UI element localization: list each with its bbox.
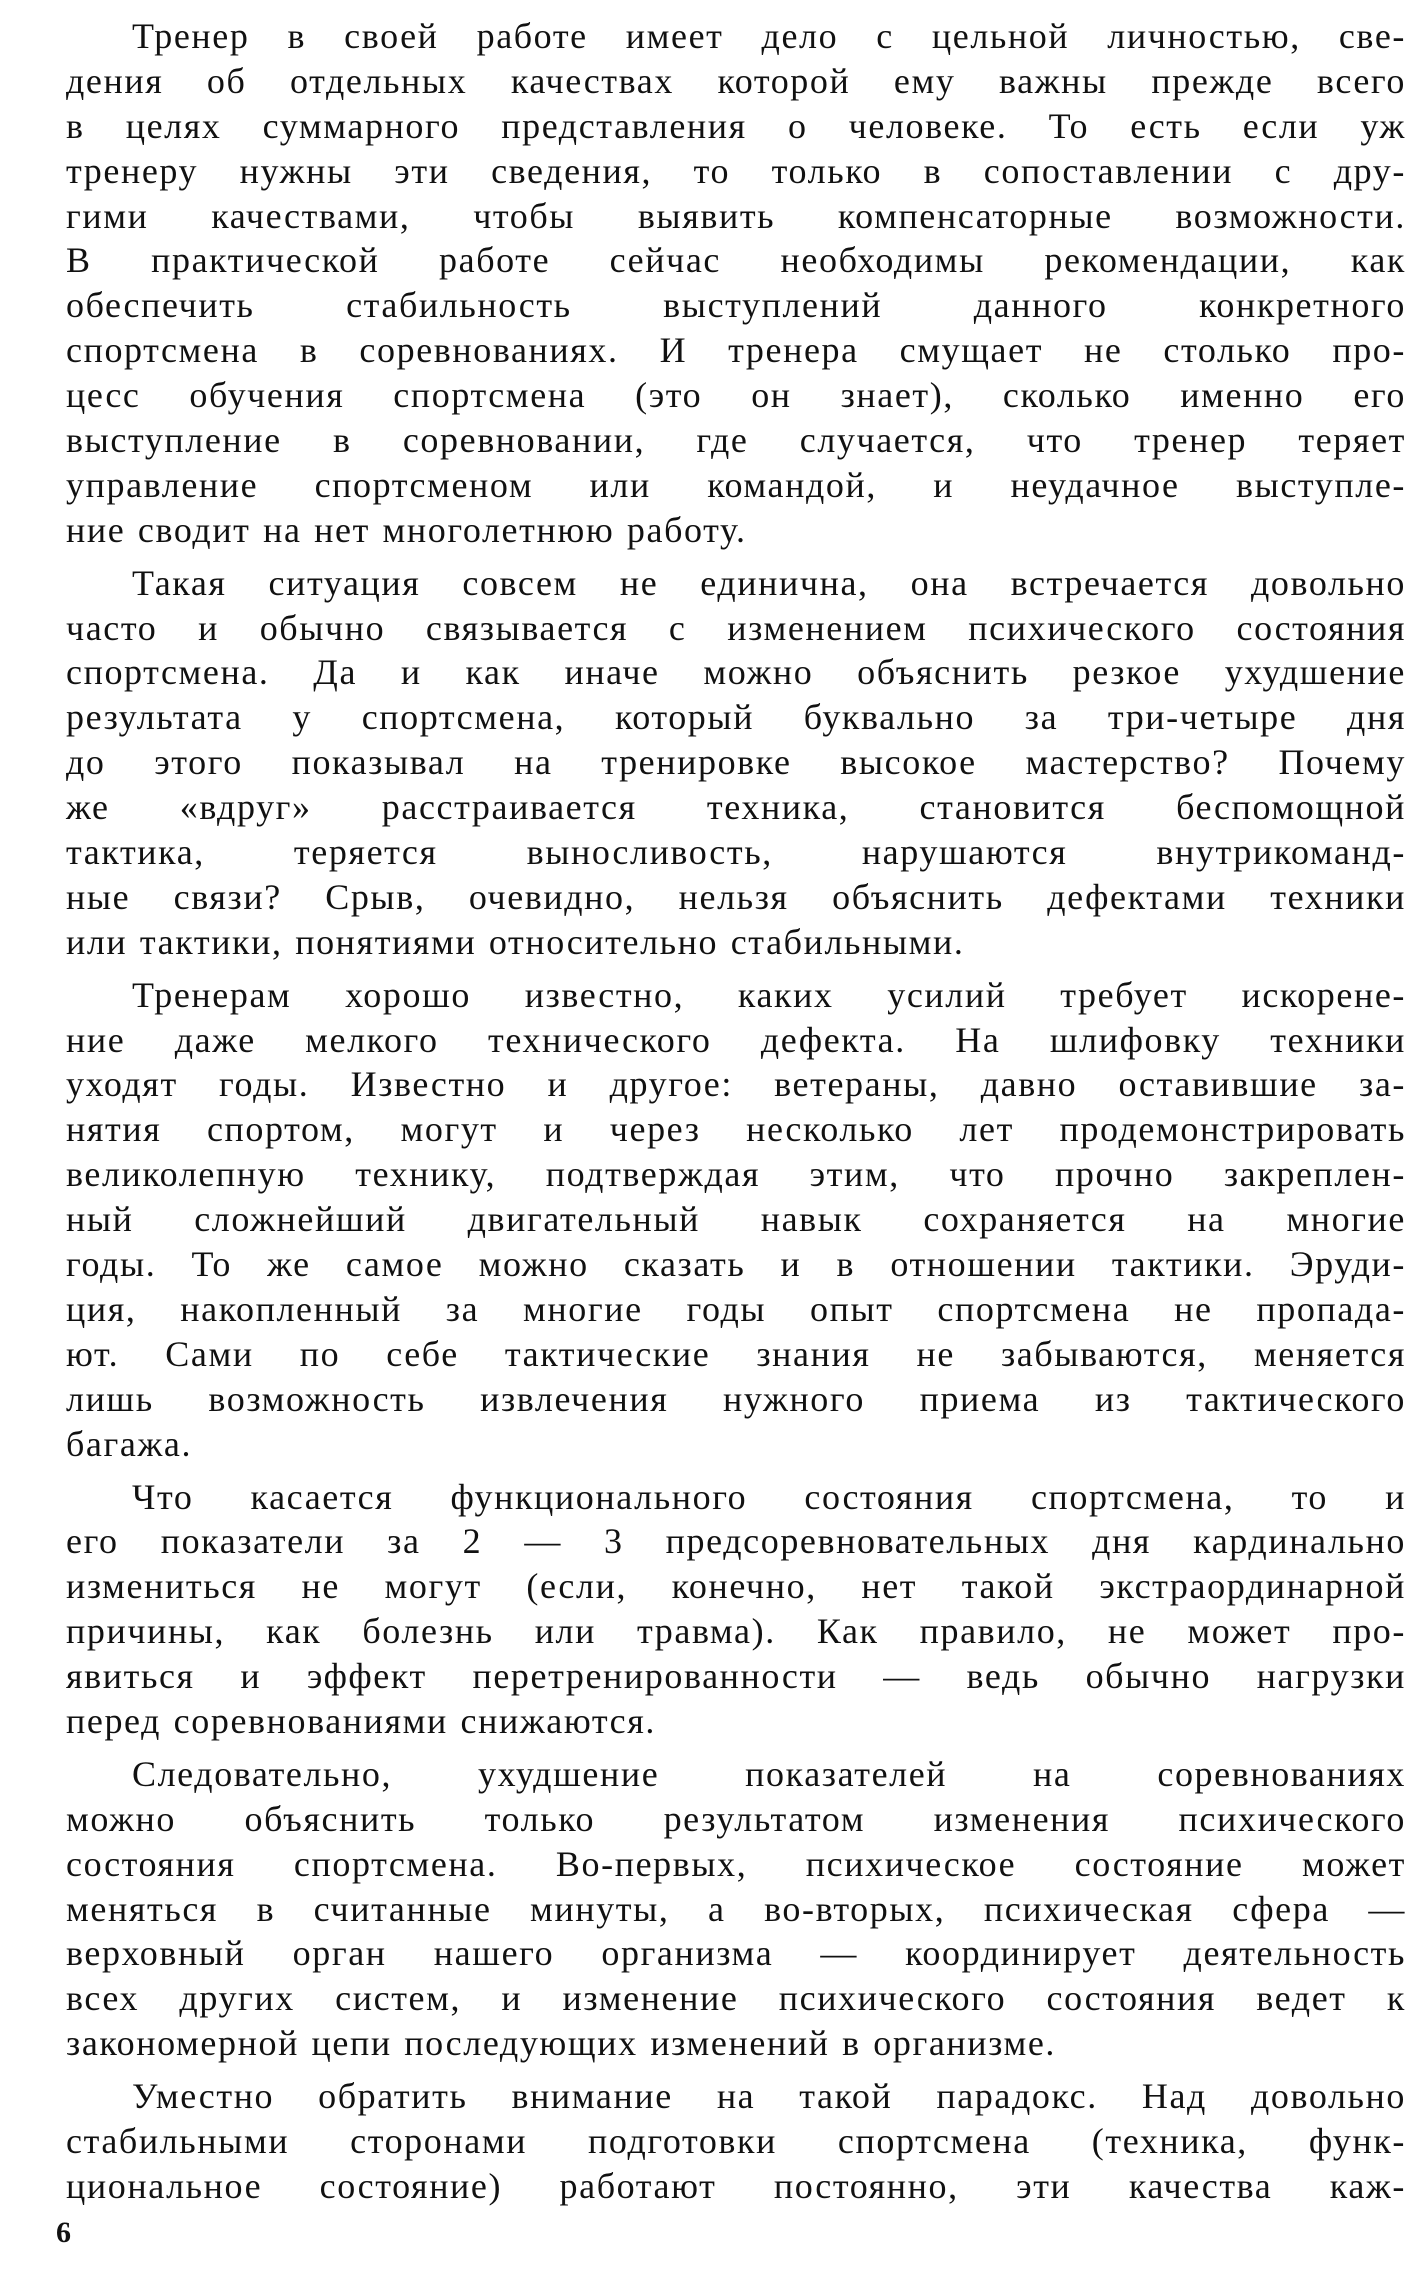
text-line: или тактики, понятиями относительно стабильными. (66, 921, 965, 962)
text-line: Следовательно, ухудшение показателей на соревнованиях (132, 1753, 1406, 1794)
page-body (66, 14, 1406, 2217)
text-line: перед соревнованиями снижаются. (66, 1700, 657, 1741)
text-line: тактика, теряется выносливость, нарушаются внутрикоманд- (66, 832, 1406, 873)
text-line: уходят годы. Известно и другое: ветераны, давно оставившие за- (66, 1064, 1406, 1105)
page-number: 6 (56, 2216, 71, 2249)
text-line: меняться в считанные минуты, а во-вторых, психическая сфера — (66, 1888, 1406, 1929)
text-line: лишь возможность извлечения нужного приема из тактического (66, 1378, 1406, 1419)
text-line: тренеру нужны эти сведения, то только в сопоставлении с дру- (66, 150, 1406, 191)
text-line: же «вдруг» расстраивается техника, становится беспомощной (66, 787, 1406, 828)
text-line: ние сводит на нет многолетнюю работу. (66, 509, 747, 550)
text-line: дения об отдельных качествах которой ему важны прежде всего (66, 60, 1406, 101)
paragraph-4 (66, 1475, 1406, 1744)
text-line: управление спортсменом или командой, и неудачное выступле- (66, 464, 1406, 505)
text-line: его показатели за 2 — 3 предсоревновательных дня кардинально (66, 1521, 1406, 1562)
paragraph-6 (66, 2074, 1406, 2209)
text-line: гими качествами, чтобы выявить компенсаторные возможности. (66, 195, 1406, 236)
text-line: причины, как болезнь или травма). Как правило, не может про- (66, 1611, 1406, 1652)
text-line: обеспечить стабильность выступлений данного конкретного (66, 285, 1406, 326)
text-line: можно объяснить только результатом изменения психического (66, 1798, 1406, 1839)
text-line: ют. Сами по себе тактические знания не забываются, меняется (66, 1333, 1406, 1374)
paragraph-5 (66, 1752, 1406, 2066)
text-line: явиться и эффект перетренированности — ведь обычно нагрузки (66, 1656, 1406, 1697)
text-line: Тренер в своей работе имеет дело с цельной личностью, све- (132, 16, 1406, 56)
text-line: нятия спортом, могут и через несколько лет продемонстрировать (66, 1109, 1406, 1150)
text-line: результата у спортсмена, который буквально за три-четыре дня (66, 697, 1406, 738)
text-line: цесс обучения спортсмена (это он знает), сколько именно его (66, 375, 1406, 416)
text-line: Что касается функционального состояния спортсмена, то и (132, 1476, 1406, 1517)
text-line: ция, накопленный за многие годы опыт спортсмена не пропада- (66, 1288, 1406, 1329)
text-line: циональное состояние) работают постоянно, эти качества каж- (66, 2165, 1406, 2206)
paragraph-1 (66, 14, 1406, 553)
text-line: годы. То же самое можно сказать и в отношении тактики. Эруди- (66, 1244, 1406, 1285)
text-line: до этого показывал на тренировке высокое мастерство? Почему (66, 742, 1406, 783)
text-line: всех других систем, и изменение психического состояния ведет к (66, 1978, 1406, 2019)
text-line: ные связи? Срыв, очевидно, нельзя объяснить дефектами техники (66, 876, 1406, 917)
text-line: багажа. (66, 1423, 193, 1464)
paragraph-3 (66, 973, 1406, 1467)
text-line: измениться не могут (если, конечно, нет такой экстраординарной (66, 1566, 1406, 1607)
text-line: часто и обычно связывается с изменением психического состояния (66, 607, 1406, 648)
text-line: спортсмена. Да и как иначе можно объяснить резкое ухудшение (66, 652, 1406, 693)
text-line: закономерной цепи последующих изменений в организме. (66, 2023, 1057, 2064)
text-line: великолепную технику, подтверждая этим, что прочно закреплен- (66, 1154, 1406, 1195)
text-line: стабильными сторонами подготовки спортсмена (техника, функ- (66, 2120, 1406, 2161)
text-line: состояния спортсмена. Во-первых, психическое состояние может (66, 1843, 1406, 1884)
text-line: В практической работе сейчас необходимы рекомендации, как (66, 240, 1406, 281)
paragraph-2 (66, 561, 1406, 965)
text-line: выступление в соревновании, где случается, что тренер теряет (66, 420, 1406, 461)
text-line: спортсмена в соревнованиях. И тренера смущает не столько про- (66, 330, 1406, 371)
text-line: в целях суммарного представления о человеке. То есть если уж (66, 105, 1406, 146)
text-line: ние даже мелкого технического дефекта. На шлифовку техники (66, 1019, 1406, 1060)
text-line: Тренерам хорошо известно, каких усилий требует искорене- (132, 974, 1406, 1015)
text-line: верховный орган нашего организма — координирует деятельность (66, 1933, 1406, 1974)
text-line: ный сложнейший двигательный навык сохраняется на многие (66, 1199, 1406, 1240)
text-line: Такая ситуация совсем не единична, она встречается довольно (132, 562, 1406, 603)
text-line: Уместно обратить внимание на такой парадокс. Над довольно (132, 2076, 1406, 2117)
